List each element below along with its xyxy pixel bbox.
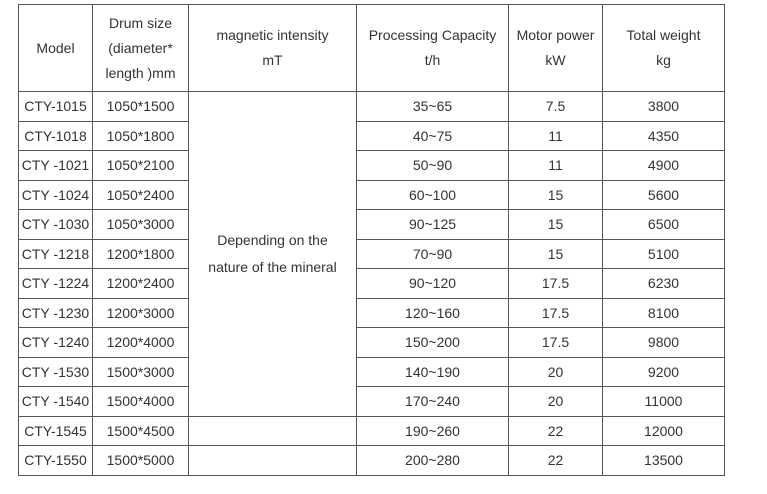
table-row: [19, 180, 725, 210]
header-magnetic-intensity: [189, 5, 357, 92]
capacity-cell: 90~125: [357, 210, 509, 240]
drum-size-cell: 1500*4000: [93, 387, 189, 417]
motor-power-cell: 15: [509, 180, 603, 210]
table-row: [19, 239, 725, 269]
total-weight-cell: 9200: [603, 357, 725, 387]
header-processing-capacity-line-2: t/h: [424, 52, 441, 68]
model-cell: CTY -1030: [19, 210, 93, 240]
model-cell: CTY -1218: [19, 239, 93, 269]
model-cell: CTY -1230: [19, 298, 93, 328]
capacity-cell: 170~240: [357, 387, 509, 417]
capacity-cell: 150~200: [357, 328, 509, 358]
model-cell: CTY -1224: [19, 269, 93, 299]
drum-size-cell: 1500*3000: [93, 357, 189, 387]
motor-power-cell: 22: [509, 446, 603, 476]
header-drum-size-line-2: (diameter*: [108, 39, 173, 56]
header-motor-power-line-2: kW: [545, 52, 566, 68]
total-weight-cell: 11000: [603, 387, 725, 417]
total-weight-cell: 4900: [603, 151, 725, 181]
capacity-cell: 200~280: [357, 446, 509, 476]
specification-table: [18, 4, 725, 476]
model-cell: CTY-1550: [19, 446, 93, 476]
capacity-cell: 120~160: [357, 298, 509, 328]
motor-power-cell: 11: [509, 151, 603, 181]
header-total-weight-line-2: kg: [656, 52, 671, 68]
header-model-label: Model: [36, 39, 75, 56]
motor-power-cell: 22: [509, 416, 603, 446]
header-total-weight-line-1: Total weight: [626, 27, 701, 43]
total-weight-cell: 5100: [603, 239, 725, 269]
total-weight-cell: 6230: [603, 269, 725, 299]
model-cell: CTY-1545: [19, 416, 93, 446]
capacity-cell: 70~90: [357, 239, 509, 269]
model-cell: CTY-1015: [19, 92, 93, 122]
total-weight-cell: 4350: [603, 121, 725, 151]
header-motor-power: [509, 5, 603, 92]
model-cell: CTY -1240: [19, 328, 93, 358]
total-weight-cell: 9800: [603, 328, 725, 358]
table-row: [19, 328, 725, 358]
capacity-cell: 50~90: [357, 151, 509, 181]
drum-size-cell: 1050*2400: [93, 180, 189, 210]
header-total-weight: [603, 5, 725, 92]
motor-power-cell: 17.5: [509, 298, 603, 328]
drum-size-cell: 1050*1800: [93, 121, 189, 151]
capacity-cell: 90~120: [357, 269, 509, 299]
table-row: [19, 357, 725, 387]
model-cell: CTY -1530: [19, 357, 93, 387]
header-magnetic-intensity-line-2: mT: [262, 52, 283, 68]
motor-power-cell: 15: [509, 239, 603, 269]
motor-power-cell: 11: [509, 121, 603, 151]
motor-power-cell: 17.5: [509, 269, 603, 299]
drum-size-cell: 1200*1800: [93, 239, 189, 269]
magnetic-intensity-empty-cell: [189, 446, 357, 476]
table-row: [19, 151, 725, 181]
model-cell: CTY -1024: [19, 180, 93, 210]
capacity-cell: 140~190: [357, 357, 509, 387]
drum-size-cell: 1500*4500: [93, 416, 189, 446]
capacity-cell: 60~100: [357, 180, 509, 210]
header-processing-capacity: [357, 5, 509, 92]
model-cell: CTY-1018: [19, 121, 93, 151]
header-drum-size: [93, 5, 189, 92]
total-weight-cell: 8100: [603, 298, 725, 328]
drum-size-cell: 1050*3000: [93, 210, 189, 240]
magnetic-intensity-note-cell: [189, 92, 357, 417]
table-row: [19, 269, 725, 299]
table-row: [19, 387, 725, 417]
model-cell: CTY -1540: [19, 387, 93, 417]
table-row: [19, 92, 725, 122]
capacity-cell: 40~75: [357, 121, 509, 151]
total-weight-cell: 3800: [603, 92, 725, 122]
header-magnetic-intensity-line-1: magnetic intensity: [216, 27, 329, 43]
motor-power-cell: 20: [509, 357, 603, 387]
capacity-cell: 190~260: [357, 416, 509, 446]
drum-size-cell: 1050*2100: [93, 151, 189, 181]
magnetic-intensity-empty-cell: [189, 416, 357, 446]
total-weight-cell: 6500: [603, 210, 725, 240]
drum-size-cell: 1200*4000: [93, 328, 189, 358]
header-drum-size-line-3: length )mm: [105, 64, 176, 81]
drum-size-cell: 1200*2400: [93, 269, 189, 299]
table-row: [19, 298, 725, 328]
motor-power-cell: 7.5: [509, 92, 603, 122]
total-weight-cell: 13500: [603, 446, 725, 476]
header-model: [19, 5, 93, 92]
motor-power-cell: 17.5: [509, 328, 603, 358]
motor-power-cell: 20: [509, 387, 603, 417]
total-weight-cell: 12000: [603, 416, 725, 446]
table-row: [19, 416, 725, 446]
table-row: [19, 446, 725, 476]
magnetic-note-line-2: nature of the mineral: [208, 258, 337, 275]
total-weight-cell: 5600: [603, 180, 725, 210]
table-row: [19, 210, 725, 240]
drum-size-cell: 1050*1500: [93, 92, 189, 122]
drum-size-cell: 1200*3000: [93, 298, 189, 328]
header-motor-power-line-1: Motor power: [516, 27, 595, 43]
header-processing-capacity-line-1: Processing Capacity: [368, 27, 497, 43]
header-row: [19, 5, 725, 92]
drum-size-cell: 1500*5000: [93, 446, 189, 476]
table-row: [19, 121, 725, 151]
capacity-cell: 35~65: [357, 92, 509, 122]
header-drum-size-line-1: Drum size: [108, 14, 172, 31]
model-cell: CTY -1021: [19, 151, 93, 181]
motor-power-cell: 15: [509, 210, 603, 240]
magnetic-note-line-1: Depending on the: [217, 231, 328, 248]
